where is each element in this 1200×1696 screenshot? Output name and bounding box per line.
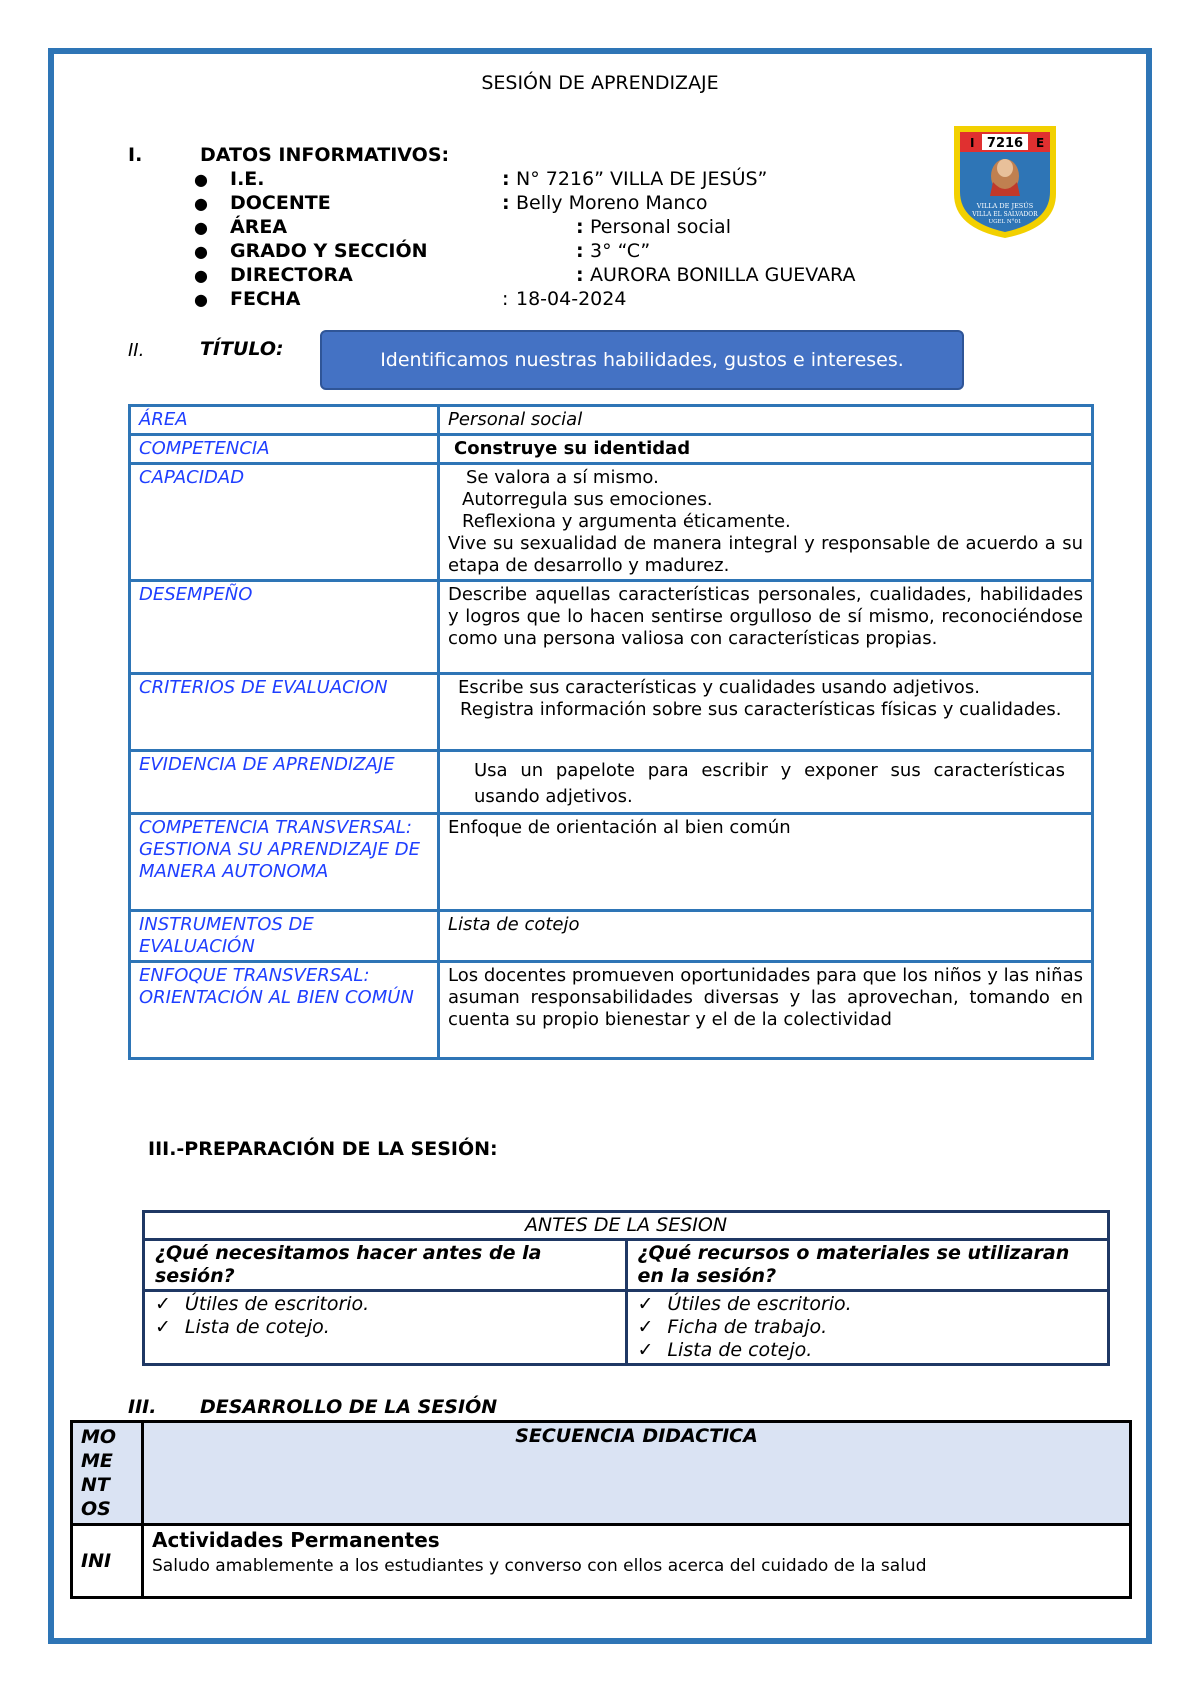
table-row: [130, 464, 1093, 581]
preparacion-heading: III.-PREPARACIÓN DE LA SESIÓN:: [148, 1138, 498, 1160]
crest-number: 7216: [986, 136, 1024, 151]
check-icon: ✓: [155, 1316, 171, 1338]
bullet: ●: [194, 194, 208, 213]
info-label-fecha: FECHA: [230, 288, 301, 310]
section-heading: DATOS INFORMATIVOS:: [200, 144, 450, 166]
crest-right-letter: E: [1036, 136, 1045, 150]
table-row: [144, 1212, 1109, 1240]
school-crest: [952, 124, 1058, 240]
table-row: [130, 435, 1093, 464]
crest-left-letter: I: [970, 136, 975, 150]
page-title: SESIÓN DE APRENDIZAJE: [481, 72, 719, 94]
list-item: ✓ Útiles de escritorio.: [155, 1293, 370, 1315]
activity-text: Saludo amablemente a los estudiantes y converso con ellos acerca del cuidado de la salud: [152, 1556, 927, 1576]
criterio-item: Registra información sobre sus características físicas y cualidades.: [460, 699, 1062, 720]
table-row: [130, 406, 1093, 435]
table-row: [130, 751, 1093, 814]
table-row: [144, 1291, 1109, 1365]
ini-content: [143, 1525, 1131, 1598]
check-icon: ✓: [637, 1316, 654, 1338]
desempeno-label: DESEMPEÑO: [130, 581, 439, 674]
list-item: ✓ Lista de cotejo.: [637, 1339, 813, 1361]
capacidad-item: Vive su sexualidad de manera integral y responsable de acuerdo a su etapa de desarrollo y madurez.: [448, 533, 1083, 576]
evidencia-value: Usa un papelote para escribir y exponer sus características usando adjetivos.: [439, 751, 1093, 814]
info-label-area: ÁREA: [230, 216, 288, 238]
section-number: II.: [128, 340, 145, 361]
bullet: ●: [194, 218, 208, 237]
info-sep: :: [576, 264, 584, 286]
session-title-box: Identificamos nuestras habilidades, gustos e intereses.: [320, 330, 964, 390]
activity-heading: Actividades Permanentes: [152, 1528, 440, 1552]
check-icon: ✓: [155, 1293, 171, 1315]
check-icon: ✓: [637, 1339, 654, 1361]
ini-label: INI: [72, 1525, 143, 1598]
evidencia-label: EVIDENCIA DE APRENDIZAJE: [130, 751, 439, 814]
info-label-docente: DOCENTE: [230, 192, 331, 214]
info-label-ie: I.E.: [230, 168, 265, 190]
table-row: [130, 962, 1093, 1059]
enfoque-value: Los docentes promueven oportunidades para que los niños y las niñas asuman responsabilidades diversas y las aprovechan, tomando en cuenta su propio bienestar y el de la colectividad: [439, 962, 1093, 1059]
crest-line1: VILLA DE JESÚS: [976, 202, 1034, 210]
capacidad-value: [439, 464, 1093, 581]
competencia-value: Construye su identidad: [439, 435, 1093, 464]
hacer-list: [144, 1291, 627, 1365]
secuencia-table: [70, 1420, 1132, 1599]
bullet: ●: [194, 242, 208, 261]
bullet: ●: [194, 290, 208, 309]
area-value: Personal social: [439, 406, 1093, 435]
enfoque-label: ENFOQUE TRANSVERSAL: ORIENTACIÓN AL BIEN COMÚN: [130, 962, 439, 1059]
info-value-ie: N° 7216” VILLA DE JESÚS”: [516, 168, 768, 190]
bullet: ●: [194, 266, 208, 285]
info-sep: :: [576, 216, 584, 238]
table-row: [130, 581, 1093, 674]
info-sep: :: [576, 240, 584, 262]
crest-line3: UGEL N°01: [988, 219, 1022, 225]
transversal-label: COMPETENCIA TRANSVERSAL: GESTIONA SU APRENDIZAJE DE MANERA AUTONOMA: [130, 814, 439, 911]
capacidad-item: Reflexiona y argumenta éticamente.: [462, 511, 791, 532]
info-value-fecha: 18-04-2024: [516, 288, 627, 310]
list-item: ✓ Ficha de trabajo.: [637, 1316, 828, 1338]
instrumentos-value: Lista de cotejo: [439, 911, 1093, 962]
question-recursos: ¿Qué recursos o materiales se utilizaran en la sesión?: [626, 1240, 1109, 1291]
capacidad-label: CAPACIDAD: [130, 464, 439, 581]
section-number: III.: [128, 1396, 157, 1418]
info-value-directora: AURORA BONILLA GUEVARA: [590, 264, 856, 286]
list-item: ✓ Útiles de escritorio.: [637, 1293, 852, 1315]
transversal-value: Enfoque de orientación al bien común: [439, 814, 1093, 911]
info-value-docente: Belly Moreno Manco: [516, 192, 708, 214]
area-label: ÁREA: [130, 406, 439, 435]
section-number: I.: [128, 144, 143, 166]
bullet: ●: [194, 170, 208, 189]
capacidad-item: Se valora a sí mismo.: [466, 467, 659, 488]
section-heading: TÍTULO:: [200, 338, 284, 360]
table-row: [130, 911, 1093, 962]
secuencia-label: SECUENCIA DIDACTICA: [143, 1422, 1131, 1525]
table-row: [72, 1525, 1131, 1598]
capacidad-item: Autorregula sus emociones.: [462, 489, 713, 510]
recursos-list: [626, 1291, 1109, 1365]
crest-line2: VILLA EL SALVADOR: [972, 211, 1038, 218]
info-sep: :: [502, 192, 510, 214]
info-sep: :: [502, 168, 510, 190]
question-hacer: ¿Qué necesitamos hacer antes de la sesión?: [144, 1240, 627, 1291]
list-item: ✓ Lista de cotejo.: [155, 1316, 330, 1338]
info-value-area: Personal social: [590, 216, 731, 238]
criterios-value: [439, 674, 1093, 751]
info-label-grado: GRADO Y SECCIÓN: [230, 240, 428, 262]
table-row: [72, 1422, 1131, 1525]
criterio-item: Escribe sus características y cualidades usando adjetivos.: [458, 677, 980, 698]
table-row: [130, 814, 1093, 911]
antes-sesion-title: ANTES DE LA SESION: [144, 1212, 1109, 1240]
momentos-label: MO ME NT OS: [72, 1422, 143, 1525]
info-sep: :: [502, 288, 509, 310]
antes-sesion-table: [142, 1210, 1110, 1366]
session-info-table: [128, 404, 1094, 1060]
table-row: [130, 674, 1093, 751]
criterios-label: CRITERIOS DE EVALUACION: [130, 674, 439, 751]
check-icon: ✓: [637, 1293, 654, 1315]
table-row: [144, 1240, 1109, 1291]
competencia-label: COMPETENCIA: [130, 435, 439, 464]
desarrollo-heading: DESARROLLO DE LA SESIÓN: [200, 1396, 498, 1418]
info-label-directora: DIRECTORA: [230, 264, 353, 286]
desempeno-value: Describe aquellas características personales, cualidades, habilidades y logros que lo hacen sentirse orgulloso de sí mismo, reconociéndose como una persona valiosa con características propias.: [439, 581, 1093, 674]
info-value-grado: 3° “C”: [590, 240, 651, 262]
instrumentos-label: INSTRUMENTOS DE EVALUACIÓN: [130, 911, 439, 962]
